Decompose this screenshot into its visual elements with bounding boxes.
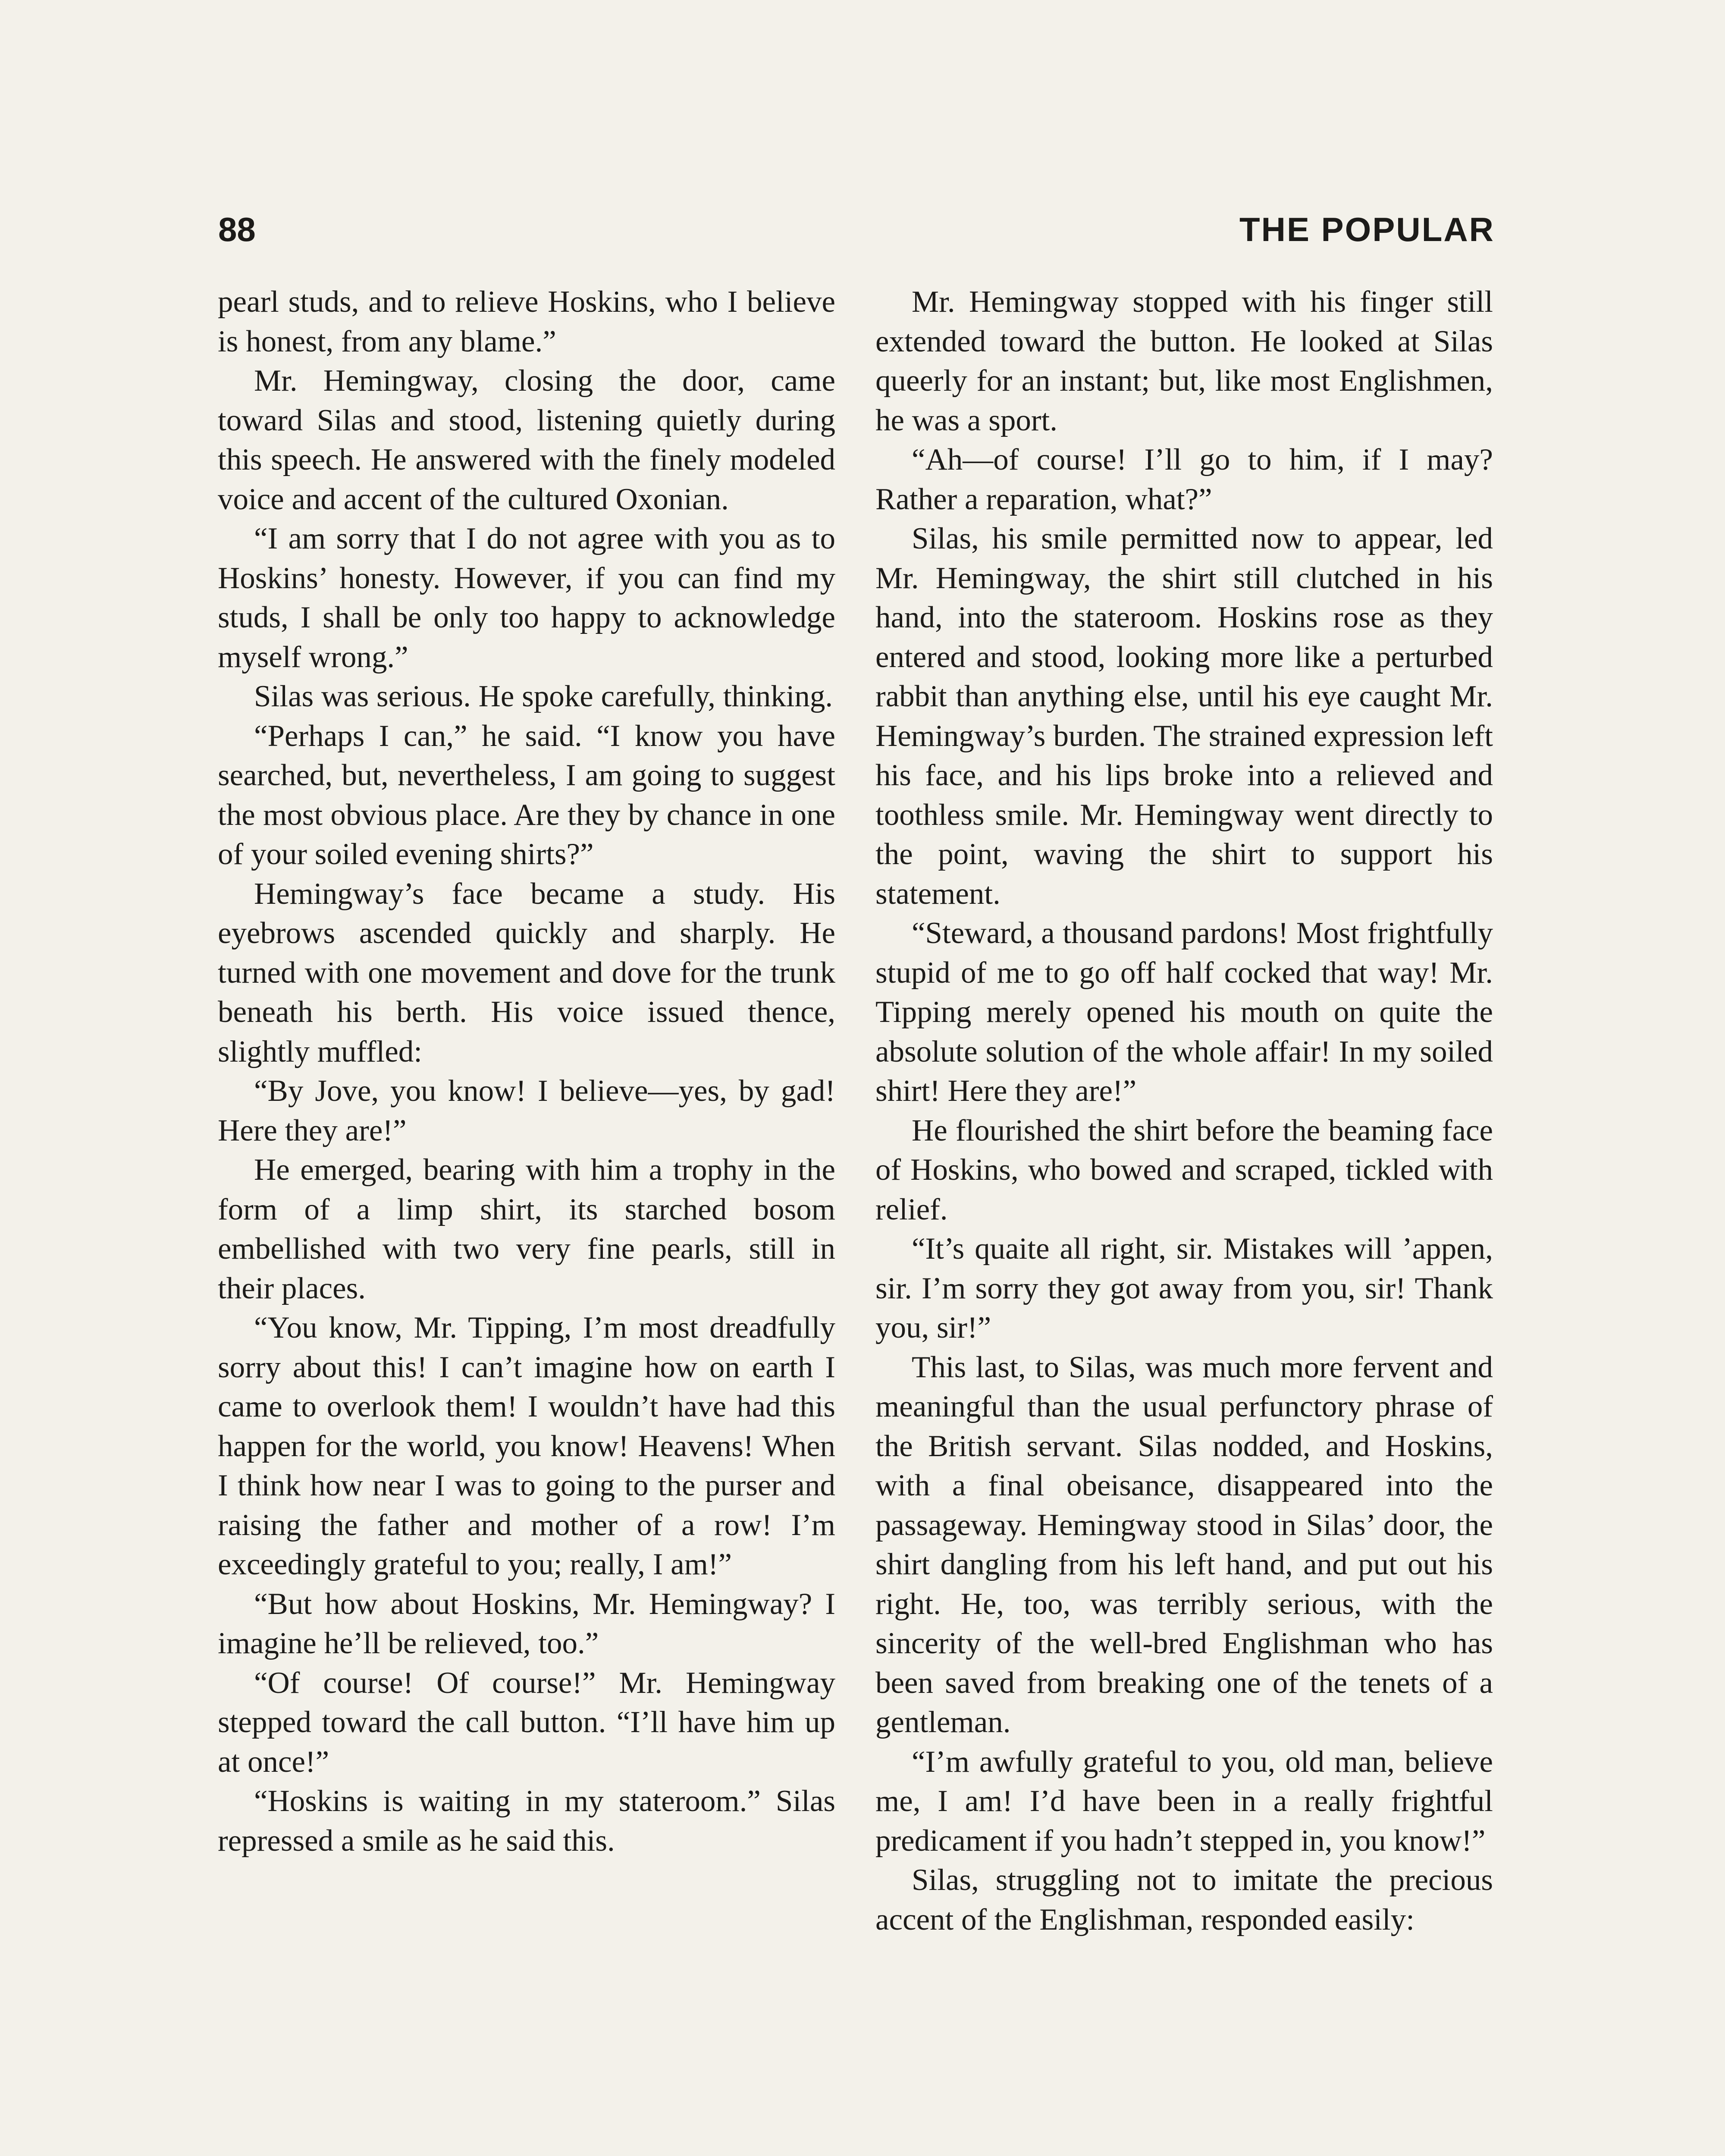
paragraph: This last, to Silas, was much more fervent and meaningful than the usual perfunctory phrase of the British servant. Silas nodded, and Hoskins, with a final obeisance, disappeared into the passageway. Hemingway stood in Silas’ door, the shirt dangling from his left hand, and put out his right. He, too, was terribly serious, with the sincerity of the well-bred Englishman who has been saved from breaking one of the tenets of a gentleman. <box>875 1350 1493 1739</box>
paragraph: pearl studs, and to relieve Hoskins, who I believe is honest, from any blame.” <box>218 285 835 358</box>
paragraph: Silas, his smile permitted now to appear, led Mr. Hemingway, the shirt still clutched in his hand, into the stateroom. Hoskins rose as they entered and stood, looking more like a perturbed rabbit than anything else, until his eye caught Mr. Hemingway’s burden. The strained expression left his face, and his lips broke into a relieved and toothless smile. Mr. Hemingway went directly to the point, waving the shirt to support his statement. <box>875 522 1493 911</box>
paragraph: “I am sorry that I do not agree with you as to Hoskins’ honesty. However, if you can find my studs, I shall be only too happy to acknowledge myself wrong.” <box>218 522 835 674</box>
paragraph: Hemingway’s face became a study. His eyebrows ascended quickly and sharply. He turned with one movement and dove for the trunk beneath his berth. His voice issued thence, slightly muffled: <box>218 877 835 1069</box>
page-number: 88 <box>218 210 256 248</box>
paragraph: “Perhaps I can,” he said. “I know you have searched, but, nevertheless, I am going to suggest the most obvious place. Are they by chance in one of your soiled evening shirts?” <box>218 719 835 871</box>
paragraph: “Steward, a thousand pardons! Most frightfully stupid of me to go off half cocked that way! Mr. Tipping merely opened his mouth on quite the absolute solution of the whole affair! In my soiled shirt! Here they are!” <box>875 916 1493 1108</box>
paragraph: Silas, struggling not to imitate the precious accent of the Englishman, responded easily: <box>875 1863 1493 1937</box>
paragraph: “You know, Mr. Tipping, I’m most dreadfully sorry about this! I can’t imagine how on earth I came to overlook them! I wouldn’t have had this happen for the world, you know! Heavens! When I think how near I was to going to the purser and raising the father and mother of a row! I’m exceedingly grateful to you; really, I am!” <box>218 1311 835 1581</box>
paragraph: “But how about Hoskins, Mr. Hemingway? I imagine he’ll be relieved, too.” <box>218 1587 835 1660</box>
paragraph: “Hoskins is waiting in my stateroom.” Silas repressed a smile as he said this. <box>218 1784 835 1858</box>
paragraph: Mr. Hemingway, closing the door, came toward Silas and stood, listening quietly during this speech. He answered with the finely modeled voice and accent of the cultured Oxonian. <box>218 364 835 516</box>
paragraph: Mr. Hemingway stopped with his finger still extended toward the button. He looked at Silas queerly for an instant; but, like most Englishmen, he was a sport. <box>875 285 1493 437</box>
paragraph: He emerged, bearing with him a trophy in the form of a limp shirt, its starched bosom embellished with two very fine pearls, still in their places. <box>218 1153 835 1305</box>
running-head: THE POPULAR <box>1239 210 1495 248</box>
right-column <box>875 282 1493 1940</box>
paragraph: “Ah—of course! I’ll go to him, if I may? Rather a reparation, what?” <box>875 443 1493 516</box>
paragraph: “It’s quaite all right, sir. Mistakes will ’appen, sir. I’m sorry they got away from you, sir! Thank you, sir!” <box>875 1232 1493 1344</box>
paragraph: He flourished the shirt before the beaming face of Hoskins, who bowed and scraped, tickled with relief. <box>875 1113 1493 1226</box>
paragraph: “By Jove, you know! I believe—yes, by gad! Here they are!” <box>218 1074 835 1147</box>
page-header <box>218 204 1495 255</box>
paragraph: “I’m awfully grateful to you, old man, believe me, I am! I’d have been in a really frightful predicament if you hadn’t stepped in, you know!” <box>875 1745 1493 1858</box>
left-column <box>218 282 835 1861</box>
paragraph: “Of course! Of course!” Mr. Hemingway stepped toward the call button. “I’ll have him up at once!” <box>218 1666 835 1779</box>
paragraph: Silas was serious. He spoke carefully, thinking. <box>254 680 833 713</box>
